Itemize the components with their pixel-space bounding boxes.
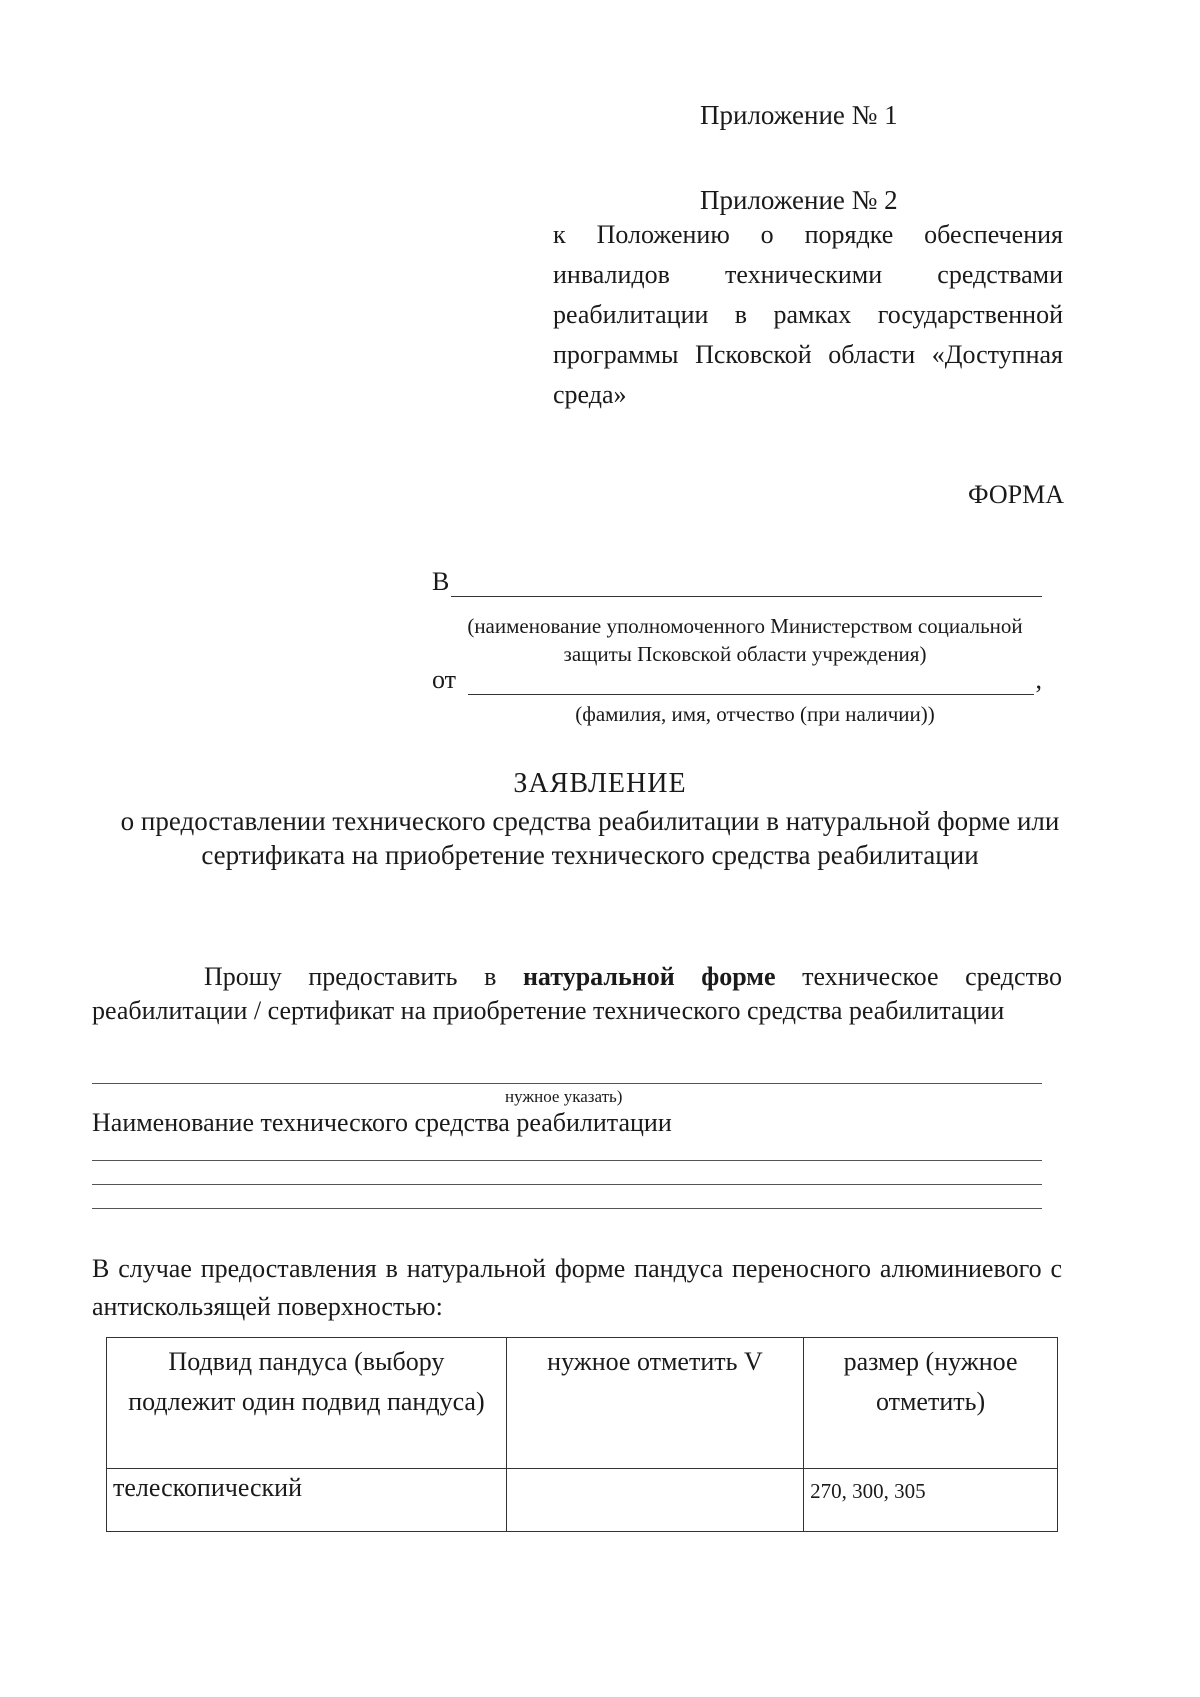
choice-line[interactable] bbox=[92, 1083, 1042, 1084]
statement-title: ЗАЯВЛЕНИЕ bbox=[513, 768, 687, 799]
ramp-intro: В случае предоставления в натуральной форме пандуса переносного алюминиевого с антискользящей поверхностью: bbox=[92, 1254, 1062, 1321]
addressee-to-field[interactable] bbox=[451, 576, 1042, 597]
tsr-name-line-3[interactable] bbox=[92, 1208, 1042, 1209]
choice-hint: нужное указать) bbox=[505, 1087, 623, 1106]
regulation-reference: к Положению о порядке обеспечения инвалидов техническими средствами реабилитации в рамках государственной программы Псковской области «Доступная среда» bbox=[553, 220, 1063, 409]
appendix-2-label: Приложение № 2 bbox=[700, 185, 898, 215]
request-bold-form: натуральной форме bbox=[522, 962, 776, 991]
tsr-name-line-2[interactable] bbox=[92, 1184, 1042, 1185]
request-paragraph bbox=[92, 960, 1062, 1028]
header-mark: нужное отметить V bbox=[506, 1338, 803, 1469]
to-prefix: В bbox=[432, 567, 450, 596]
request-lead: Прошу предоставить в bbox=[204, 962, 497, 991]
mark-cell[interactable] bbox=[506, 1469, 803, 1532]
header-ramp-type: Подвид пандуса (выбору подлежит один подвид пандуса) bbox=[107, 1338, 507, 1469]
sizes-cell[interactable]: 270, 300, 305 bbox=[804, 1469, 1058, 1532]
addressee-from-row bbox=[432, 665, 1042, 695]
form-label: ФОРМА bbox=[968, 480, 1064, 509]
from-comma: , bbox=[1035, 665, 1042, 694]
ramp-type-cell: телескопический bbox=[107, 1469, 507, 1532]
ramp-table-header bbox=[107, 1338, 1058, 1469]
applicant-name-field[interactable] bbox=[468, 674, 1033, 695]
addressee-to-row bbox=[432, 567, 1042, 597]
from-prefix: от bbox=[432, 665, 457, 694]
tsr-name-label: Наименование технического средства реабилитации bbox=[92, 1108, 672, 1137]
statement-subtitle: о предоставлении технического средства реабилитации в натуральной форме или сертификата на приобретение технического средства реабилитации bbox=[120, 806, 1060, 870]
tsr-name-line-1[interactable] bbox=[92, 1160, 1042, 1161]
ramp-table bbox=[106, 1337, 1058, 1532]
request-rest: техническое средство реабилитации / сертификат на приобретение технического средства реабилитации bbox=[92, 962, 1063, 1025]
appendix-1-label: Приложение № 1 bbox=[700, 100, 898, 130]
header-size: размер (нужное отметить) bbox=[804, 1338, 1058, 1469]
addressee-to-hint: (наименование уполномоченного Министерством социальной защиты Псковской области учреждения) bbox=[467, 614, 1023, 666]
table-row bbox=[107, 1469, 1058, 1532]
applicant-name-hint: (фамилия, имя, отчество (при наличии)) bbox=[575, 702, 935, 726]
